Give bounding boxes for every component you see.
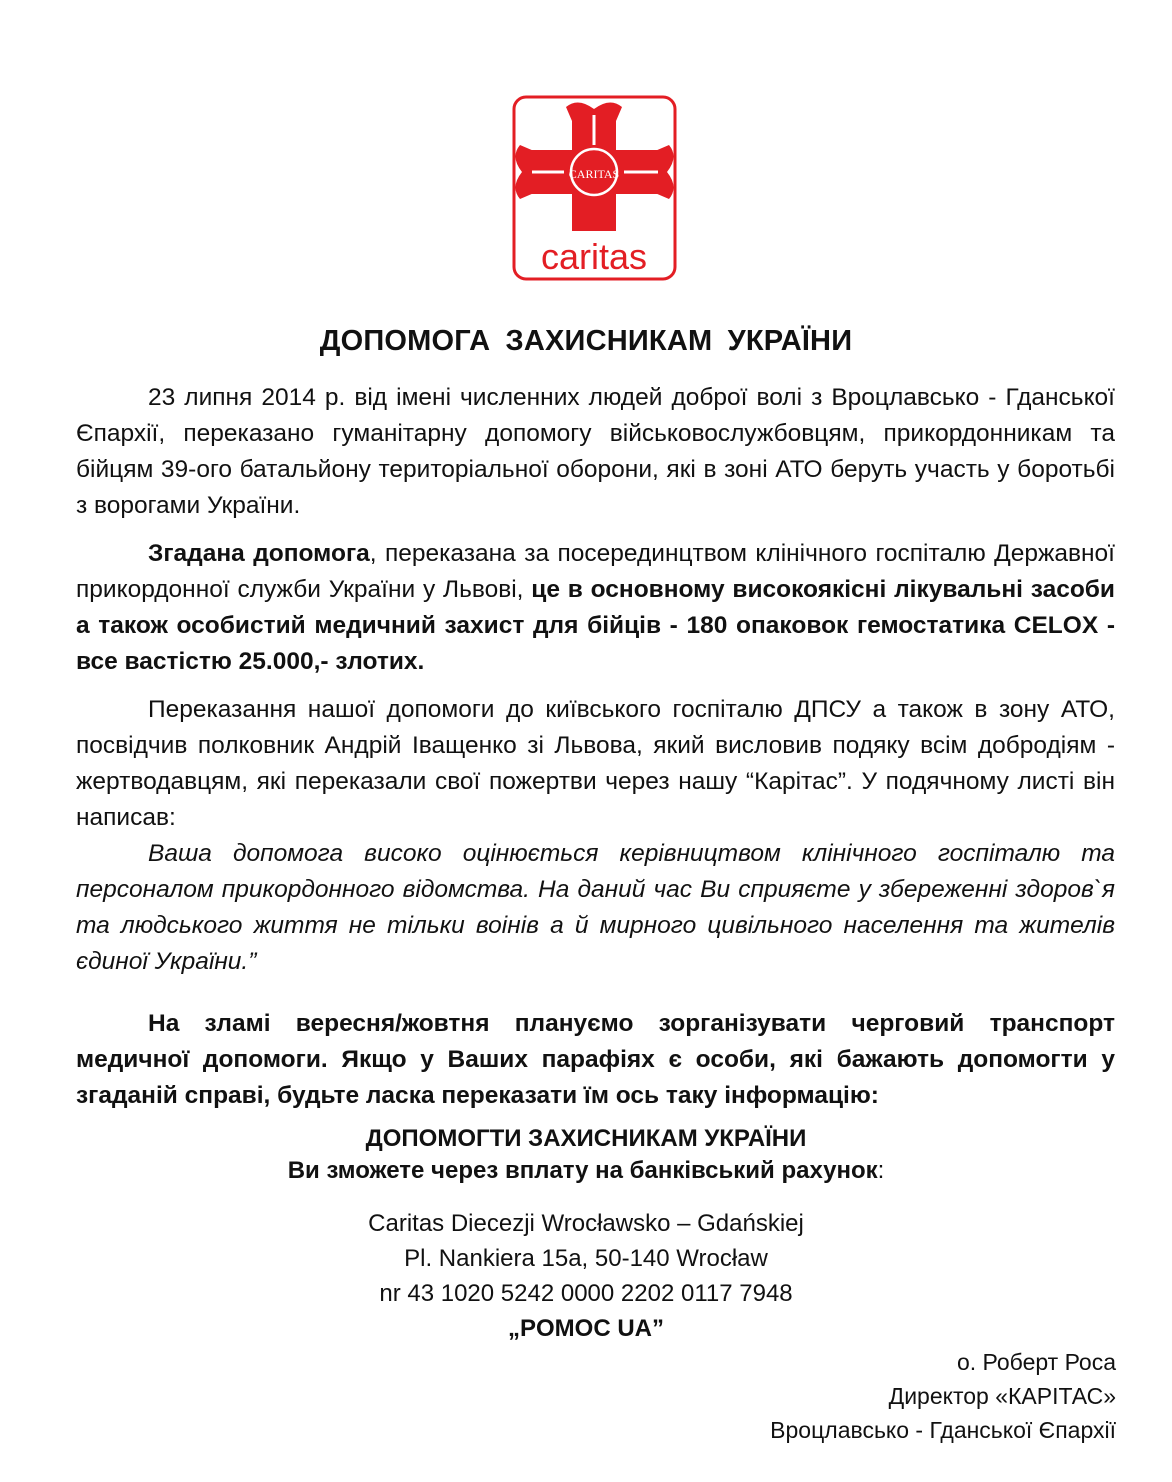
bank-name: Caritas Diecezji Wrocławsko – Gdańskiej xyxy=(368,1210,804,1237)
signature-org: Вроцлавсько - Гданської Єпархії xyxy=(770,1417,1116,1443)
bank-reference: „POMOC UA” xyxy=(508,1315,664,1342)
appeal-subheading-colon: : xyxy=(877,1157,885,1184)
paragraph-1: 23 липня 2014 р. від імені численних людей доброї волі з Вроцлавсько - Гданської Єпархії, переказано гуманітарну допомогу військовослужбовцям, прикордонникам та бійцям 39-ого батальйону територіальної оборони, які в зоні АТО беруть участь у боротьбі з ворогами України. xyxy=(76,384,1115,519)
appeal-heading: ДОПОМОГТИ ЗАХИСНИКАМ УКРАЇНИ xyxy=(365,1125,807,1152)
letter-body xyxy=(76,380,1115,1114)
page-title: ДОПОМОГА ЗАХИСНИКАМ УКРАЇНИ xyxy=(319,325,853,357)
bank-details xyxy=(0,1206,1172,1346)
appeal-block xyxy=(0,1123,1172,1187)
logo-wordmark: caritas xyxy=(540,236,648,277)
appeal-subheading-text: Ви зможете через вплату на банківський рахунок xyxy=(287,1157,878,1184)
signature-block xyxy=(770,1345,1116,1447)
signature-role: Директор «КАРІТАС» xyxy=(888,1383,1116,1409)
quote-paragraph: Ваша допомога високо оцінюється керівництвом клінічного госпіталю та персоналом прикордонного відомства. На даний час Ви сприяєте у збереженні здоров`я та людського життя не тільки воінів а й мирного цивільного населення та жителів єдиної України.” xyxy=(76,840,1115,975)
bank-address: Pl. Nankiera 15a, 50-140 Wrocław xyxy=(404,1245,768,1272)
logo-cross-text: CARITAS xyxy=(568,167,620,181)
appeal-subheading xyxy=(0,1155,1172,1187)
paragraph-2 xyxy=(76,536,1115,680)
paragraph-4: На зламі вересня/жовтня плануємо зорганізувати черговий транспорт медичної допомоги. Якщо у Ваших парафіях є особи, які бажають допомогти у згаданій справі, будьте ласка переказати їм ось таку інформацію: xyxy=(76,1010,1115,1109)
caritas-logo xyxy=(512,95,677,281)
bank-account: nr 43 1020 5242 0000 2202 0117 7948 xyxy=(379,1280,793,1307)
signature-name: о. Роберт Роса xyxy=(956,1349,1116,1375)
paragraph-2-tail: це в основному високоякісні лікувальні засоби а також особистий медичний захист для бійців - 180 опаковок гемостатика CELOX - все вастістю 25.000,- злотих. xyxy=(76,576,1115,675)
paragraph-2-lead: Згадана допомога xyxy=(148,540,370,567)
paragraph-2-middle: , переказана за посерединцтвом клінічного госпіталю Державної прикордонної служби України у Львові, xyxy=(76,540,1115,603)
paragraph-3: Переказання нашої допомоги до київського госпіталю ДПСУ а також в зону АТО, посвідчив полковник Андрій Іващенко зі Львова, який висловив подяку всім добродіям - жертводавцям, які переказали свої пожертви через нашу “Карітас”. У подячному листі він написав: xyxy=(76,696,1115,831)
